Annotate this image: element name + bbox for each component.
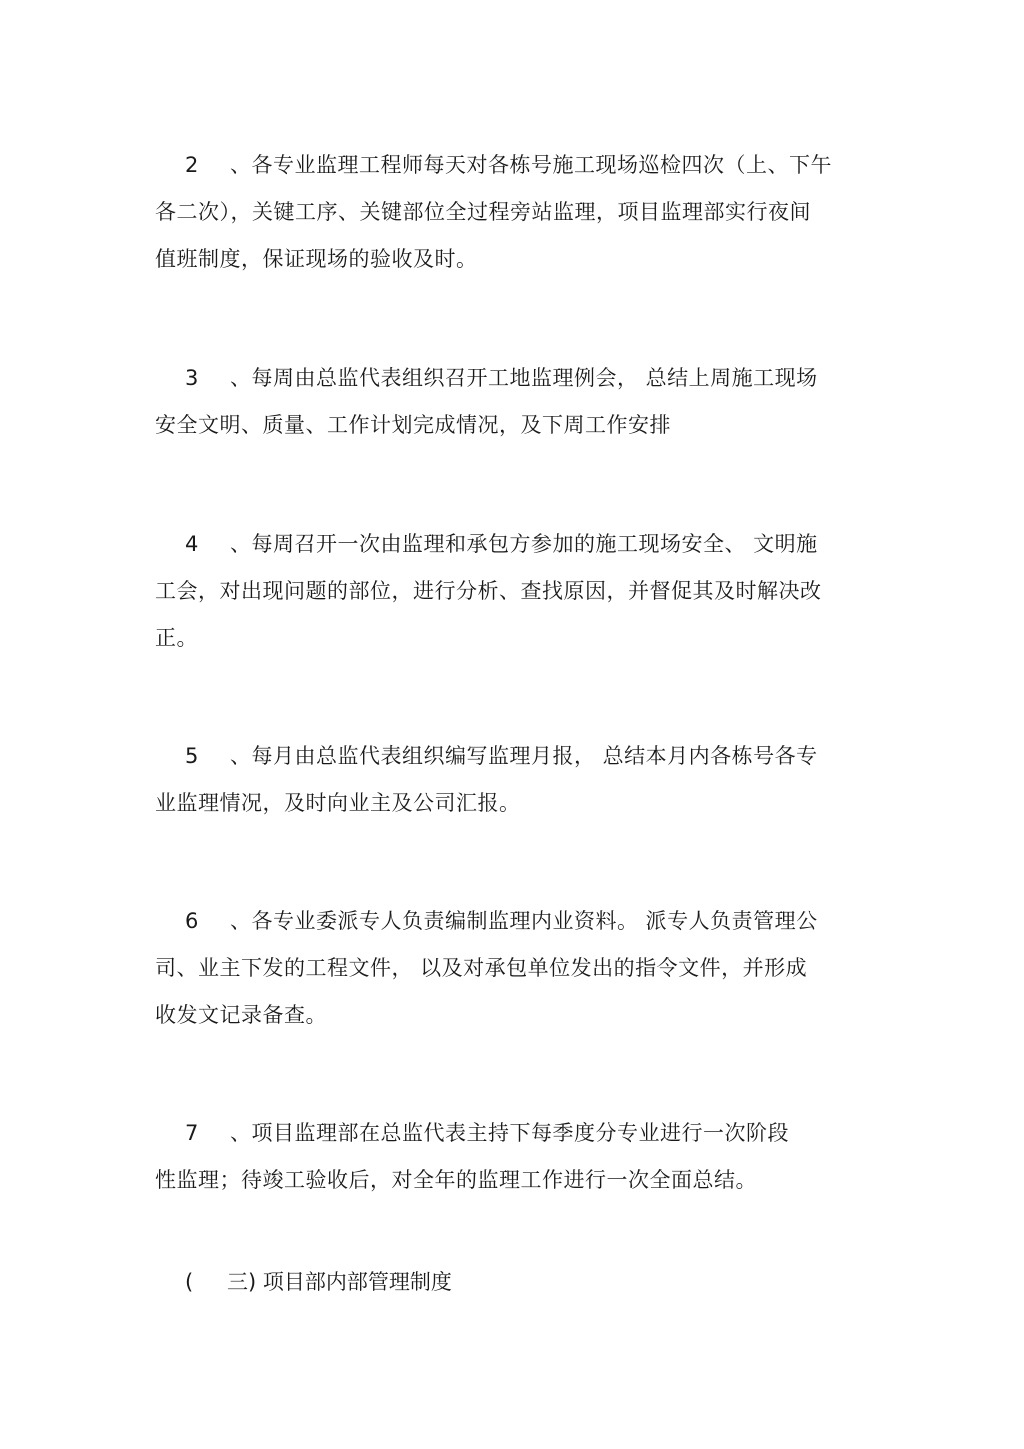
paragraph-line: 各二次），关键工序、关键部位全过程旁站监理，项目监理部实行夜间 [155,200,811,224]
item-number: 4 [185,532,199,556]
paragraph-4 [155,521,875,662]
item-number: 6 [185,909,199,933]
paragraph-line: 工会，对出现问题的部位，进行分析、查找原因，并督促其及时解决改 [155,579,822,603]
item-number: 7 [185,1121,199,1145]
paragraph-line: 正。 [155,626,198,650]
paragraph-line [155,1110,875,1157]
paragraph-5 [155,733,875,827]
line-text: 、每周召开一次由监理和承包方参加的施工现场安全、 文明施 [230,532,818,556]
line-text: 、各专业委派专人负责编制监理内业资料。 派专人负责管理公 [230,909,818,933]
paragraph-line: 业监理情况，及时向业主及公司汇报。 [155,791,521,815]
paragraph-line [155,142,875,189]
paragraph-7 [155,1110,875,1204]
paragraph-line: 性监理；待竣工验收后，对全年的监理工作进行一次全面总结。 [155,1168,757,1192]
paragraph-line: 安全文明、质量、工作计划完成情况，及下周工作安排 [155,413,671,437]
paragraph-2 [155,142,875,283]
paragraph-line [155,733,875,780]
item-number: 2 [185,153,199,177]
paragraph-line: 值班制度，保证现场的验收及时。 [155,247,478,271]
paragraph-3 [155,355,875,449]
paragraph-line [155,898,875,945]
item-number: 5 [185,744,199,768]
paragraph-6 [155,898,875,1039]
line-text: 、每月由总监代表组织编写监理月报， 总结本月内各栋号各专 [230,744,818,768]
heading-text: 三) 项目部内部管理制度 [227,1270,452,1294]
section-heading [185,1262,452,1302]
line-text: 、每周由总监代表组织召开工地监理例会， 总结上周施工现场 [230,366,818,390]
line-text: 、各专业监理工程师每天对各栋号施工现场巡检四次（上、下午 [230,153,832,177]
paragraph-line: 收发文记录备查。 [155,1003,327,1027]
paragraph-line [155,355,875,402]
paragraph-line: 司、业主下发的工程文件， 以及对承包单位发出的指令文件，并形成 [155,956,808,980]
line-text: 、项目监理部在总监代表主持下每季度分专业进行一次阶段 [230,1121,789,1145]
heading-open-paren: ( [185,1270,194,1294]
paragraph-line [155,521,875,568]
item-number: 3 [185,366,199,390]
